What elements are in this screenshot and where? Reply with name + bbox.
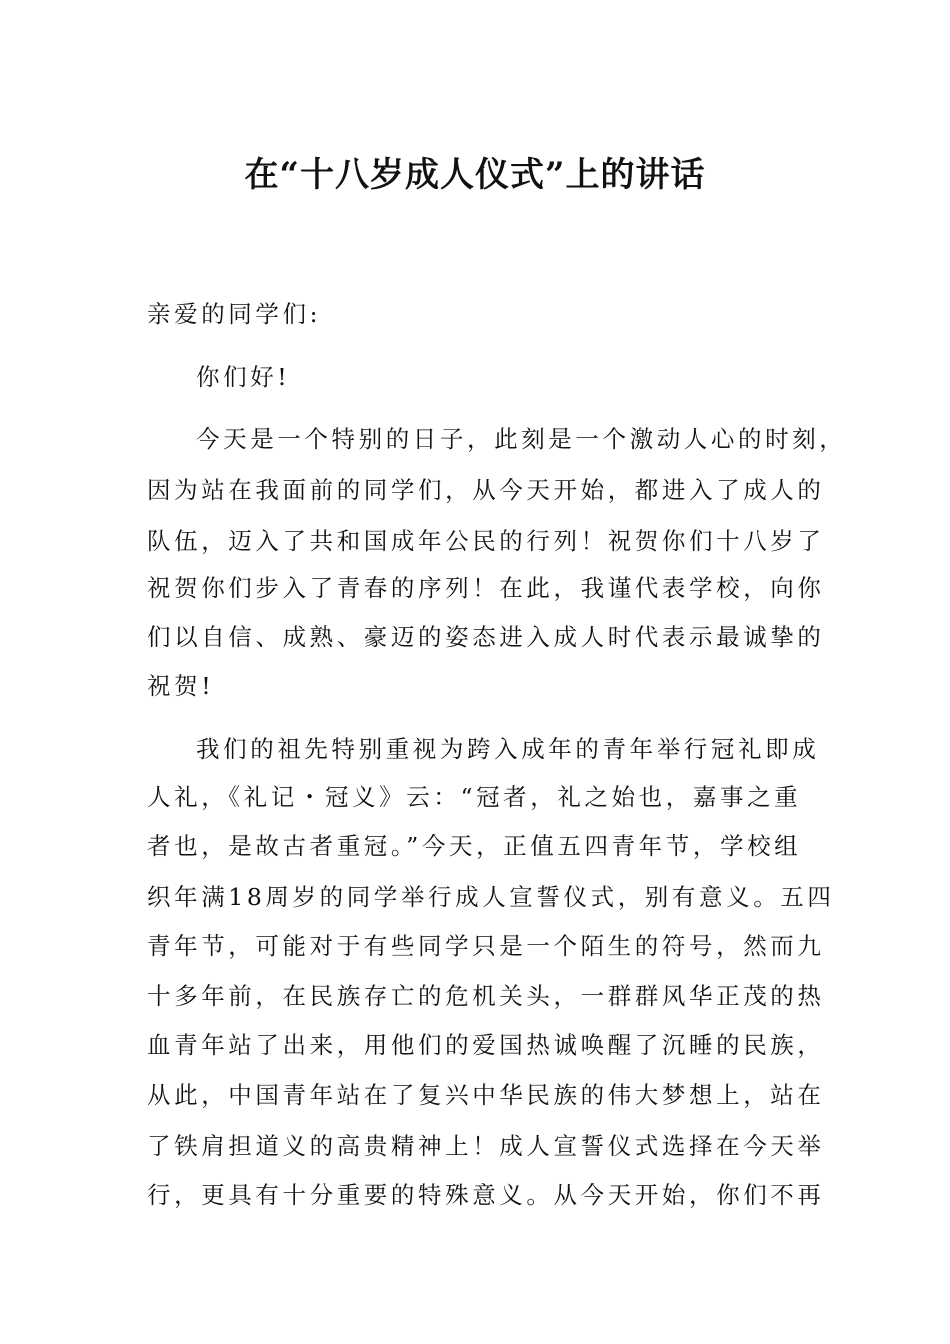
paragraph-2-line-5: 青年节，可能对于有些同学只是一个陌生的符号，然而九 xyxy=(147,932,825,960)
paragraph-2-line-3: 者也，是故古者重冠。”今天，正值五四青年节，学校组 xyxy=(147,832,802,860)
paragraph-1-line-3: 队伍，迈入了共和国成年公民的行列！祝贺你们十八岁了 xyxy=(147,527,825,555)
paragraph-2-line-10: 行，更具有十分重要的特殊意义。从今天开始，你们不再 xyxy=(147,1181,825,1209)
document-title: 在“十八岁成人仪式”上的讲话 xyxy=(244,155,706,195)
paragraph-1-line-4: 祝贺你们步入了青春的序列！在此，我谨代表学校，向你 xyxy=(147,574,825,602)
paragraph-1-line-6: 祝贺! xyxy=(147,672,215,700)
salutation: 亲爱的同学们: xyxy=(147,300,322,328)
paragraph-1-line-2: 因为站在我面前的同学们，从今天开始，都进入了成人的 xyxy=(147,476,825,504)
paragraph-2-line-6: 十多年前，在民族存亡的危机关头，一群群风华正茂的热 xyxy=(147,982,825,1010)
paragraph-2-line-9: 了铁肩担道义的高贵精神上！成人宣誓仪式选择在今天举 xyxy=(147,1132,825,1160)
paragraph-1-line-5: 们以自信、成熟、豪迈的姿态进入成人时代表示最诚挚的 xyxy=(147,623,825,651)
paragraph-2-line-4: 织年满18周岁的同学举行成人宣誓仪式，别有意义。五四 xyxy=(147,883,835,911)
paragraph-2-line-2: 人礼，《礼记・冠义》云：“冠者，礼之始也，嘉事之重 xyxy=(147,783,802,811)
greeting: 你们好! xyxy=(196,363,291,391)
paragraph-1-line-1: 今天是一个特别的日子，此刻是一个激动人心的时刻， xyxy=(196,425,847,453)
paragraph-2-line-1: 我们的祖先特别重视为跨入成年的青年举行冠礼即成 xyxy=(196,735,820,763)
paragraph-2-line-7: 血青年站了出来，用他们的爱国热诚唤醒了沉睡的民族， xyxy=(147,1031,825,1059)
paragraph-2-line-8: 从此，中国青年站在了复兴中华民族的伟大梦想上，站在 xyxy=(147,1081,825,1109)
